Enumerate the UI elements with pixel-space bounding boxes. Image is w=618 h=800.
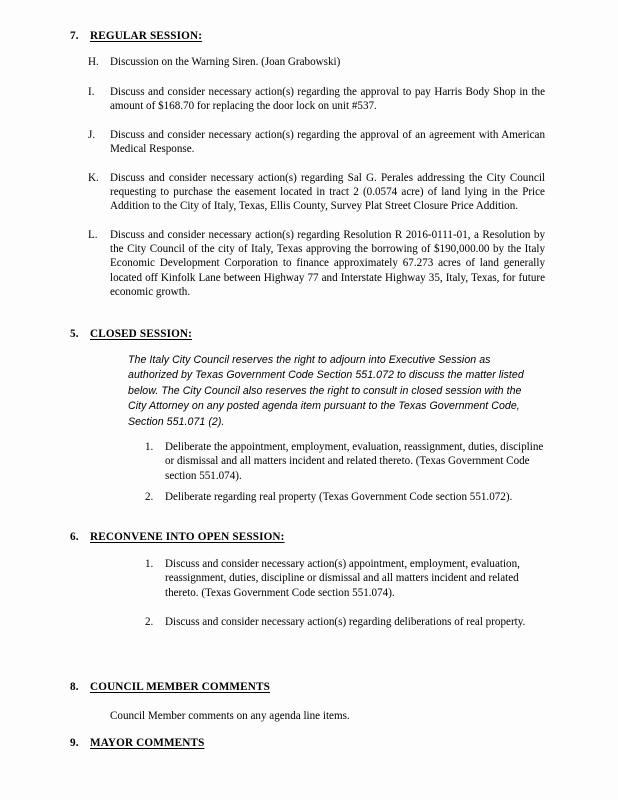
section-heading-regular-session — [70, 30, 202, 42]
section-number: 6. — [70, 531, 79, 543]
item-text: Discussion on the Warning Siren. (Joan Grabowski) — [110, 56, 341, 68]
closed-session-notice: The Italy City Council reserves the right to adjourn into Executive Session as authorized by Texas Government Code Section 551.072 to discuss the matter listed below. The City Council also reserves the right to consult in closed session with the City Attorney on any posted agenda item pursuant to the Texas Government Code, Section 551.071 (2). — [128, 354, 524, 428]
section-title: RECONVENE INTO OPEN SESSION: — [90, 531, 285, 543]
item-text: Deliberate regarding real property (Texas Government Code section 551.072). — [165, 491, 513, 503]
council-member-comments-paragraph: Council Member comments on any agenda line items. — [110, 710, 350, 722]
section-title: REGULAR SESSION: — [90, 30, 203, 42]
section-heading-mayor-comments — [70, 737, 205, 749]
section-heading-reconvene-open-session — [70, 531, 285, 543]
closed-session-item-2 — [145, 490, 545, 504]
item-marker: 1. — [145, 441, 154, 453]
item-marker: H. — [88, 56, 99, 68]
item-marker: 2. — [145, 616, 154, 628]
item-text: Discuss and consider necessary action(s) regarding the approval of an agreement with American Medical Response. — [110, 129, 545, 156]
item-text: Deliberate the appointment, employment, evaluation, reassignment, duties, discipline or dismissal and all matters incident and related thereto. (Texas Government Code section 551.074). — [165, 441, 544, 482]
agenda-item-i — [88, 85, 545, 113]
item-marker: 2. — [145, 491, 154, 503]
section-heading-council-member-comments — [70, 681, 270, 693]
reconvene-item-1 — [145, 557, 520, 600]
section-heading-closed-session — [70, 328, 192, 340]
item-marker: K. — [88, 172, 99, 184]
item-marker: 1. — [145, 558, 154, 570]
item-text: Discuss and consider necessary action(s) regarding deliberations of real property. — [165, 616, 526, 628]
section-number: 7. — [70, 30, 79, 42]
reconvene-item-2 — [145, 615, 545, 629]
item-text: Discuss and consider necessary action(s) regarding Resolution R 2016-0111-01, a Resolution by the City Council of the city of Italy, Texas approving the borrowing of $190,000.00 by the Italy Economic Development Corporation to finance approximately 67.273 acres of land generally located off Kinfolk Lane between Highway 77 and Interstate Highway 35, Italy, Texas, for future economic growth. — [110, 229, 545, 298]
agenda-item-l — [88, 228, 545, 299]
closed-session-item-1 — [145, 440, 545, 483]
agenda-item-h — [88, 55, 545, 69]
section-title: MAYOR COMMENTS — [90, 737, 205, 749]
agenda-item-k — [88, 171, 545, 214]
agenda-item-j — [88, 128, 545, 156]
item-marker: I. — [88, 86, 95, 98]
section-number: 8. — [70, 681, 79, 693]
item-text: Discuss and consider necessary action(s) regarding the approval to pay Harris Body Shop in the amount of $168.70 for replacing the door lock on unit #537. — [110, 86, 545, 113]
section-number: 5. — [70, 328, 79, 340]
item-marker: J. — [88, 129, 96, 141]
section-title: COUNCIL MEMBER COMMENTS — [90, 681, 270, 693]
section-number: 9. — [70, 737, 79, 749]
item-text: Discuss and consider necessary action(s) regarding Sal G. Perales addressing the City Council requesting to purchase the easement located in tract 2 (0.0574 acre) of land lying in the Price Addition to the City of Italy, Texas, Ellis County, Survey Plat Street Closure Price Addition. — [110, 172, 545, 213]
section-title: CLOSED SESSION: — [90, 328, 193, 340]
item-text: Discuss and consider necessary action(s) appointment, employment, evaluation, reassignment, duties, discipline or dismissal and all matters incident and related thereto. (Texas Government Code section 551.074). — [165, 558, 520, 599]
item-marker: L. — [88, 229, 98, 241]
